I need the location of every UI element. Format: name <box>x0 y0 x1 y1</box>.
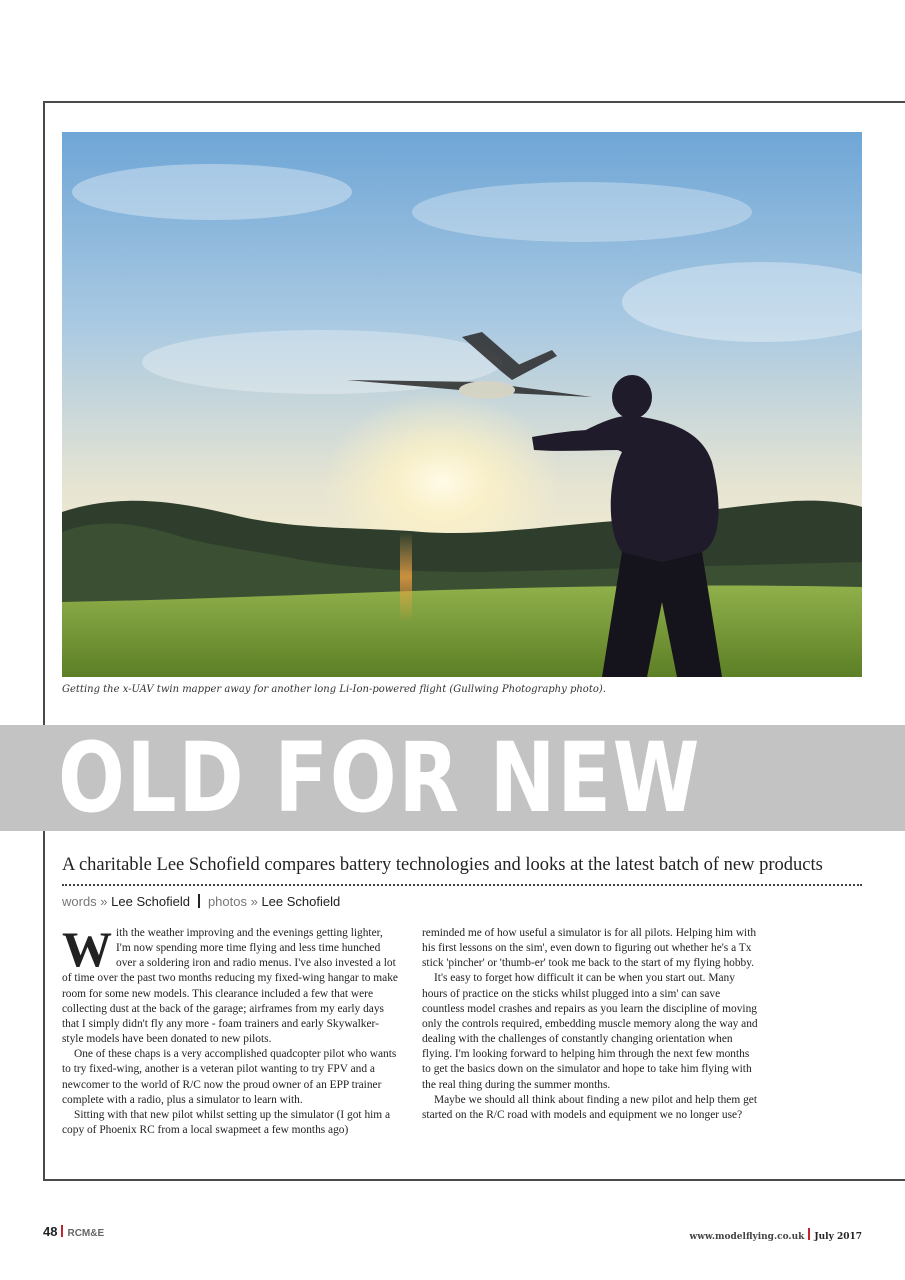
website-link[interactable]: www.modelflying.co.uk <box>689 1232 805 1242</box>
paragraph <box>62 921 398 1047</box>
article-column-1 <box>62 921 398 1138</box>
hero-photo <box>62 132 862 677</box>
byline <box>62 894 340 909</box>
words-label: words » <box>62 894 108 909</box>
issue-date: July 2017 <box>814 1232 862 1242</box>
photos-label: photos » <box>207 894 258 909</box>
footer-divider <box>808 1228 810 1240</box>
article-title: OLD FOR NEW <box>58 722 702 834</box>
article-column-2 <box>422 926 758 1123</box>
dotted-rule <box>62 884 862 886</box>
footer-divider <box>61 1225 63 1237</box>
author-name: Lee Schofield <box>111 894 190 909</box>
footer-site-info <box>690 1228 862 1242</box>
drop-cap: W <box>62 921 112 977</box>
paragraph: Sitting with that new pilot whilst setting up the simulator (I got him a copy of Phoenix RC from a local swapmeet a few months ago) <box>62 1108 391 1137</box>
paragraph: One of these chaps is a very accomplished quadcopter pilot who wants to try fixed-wing, another is a veteran pilot wanting to try FPV and a newcomer to the world of R/C now the proud owner of an EPP trainer complete with a radio, plus a simulator to learn with. <box>62 1048 397 1106</box>
photo-caption: Getting the x-UAV twin mapper away for another long Li-Ion-powered flight (Gullwing Photography photo). <box>62 684 606 695</box>
paragraph: Maybe we should all think about finding a new pilot and help them get started on the R/C road with models and equipment we no longer use? <box>422 1093 757 1121</box>
standfirst: A charitable Lee Schofield compares battery technologies and looks at the latest batch of new products <box>62 855 823 875</box>
paragraph-text: ith the weather improving and the evenings getting lighter, I'm now spending more time flying and less time hunched over a soldering iron and radio menus. I've also invested a lot of time over the past two months reducing my fixed-wing hangar to make room for some new models. This clearance included a few that were collecting dust at the back of the garage; airframes from my early days that I simply didn't fly any more - foam trainers and early Skywalker-style models have been donated to new pilots. <box>62 927 398 1046</box>
page-number: 48 <box>43 1224 58 1239</box>
photographer-name: Lee Schofield <box>261 894 341 909</box>
byline-separator <box>198 894 200 908</box>
paragraph: reminded me of how useful a simulator is for all pilots. Helping him with his first lessons on the sim', even down to figuring out whether he's a Tx stick 'pincher' or 'thumb-er' took me back to the start of my flying hobby. <box>422 927 757 970</box>
magazine-name: RCM&E <box>67 1228 105 1239</box>
footer-page-info <box>43 1224 104 1239</box>
paragraph: It's easy to forget how difficult it can be when you start out. Many hours of practice on the sticks whilst plugged into a sim' can save countless model crashes and repairs as you learn the discipline of moving only the controls required, embedding muscle memory along the way and dealing with the challenges of constantly changing orientation when flying. I'm looking forward to helping him through the next few months to get the basics down on the simulator and hope to take him flying with the real thing during the summer months. <box>422 972 758 1091</box>
